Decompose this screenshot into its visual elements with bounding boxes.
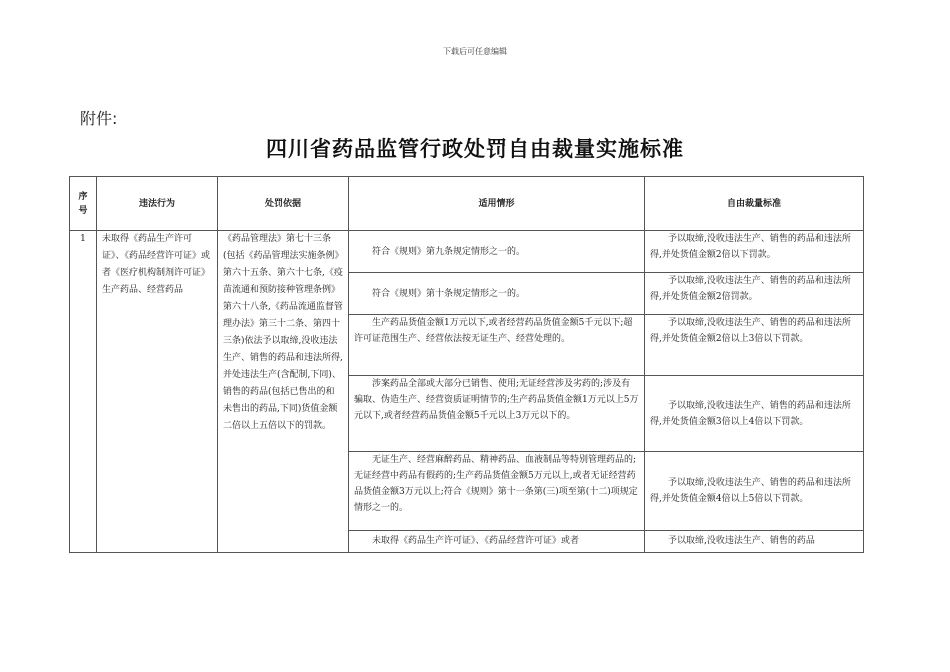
header-act: 违法行为 — [97, 177, 218, 231]
applicable-situation: 生产药品货值金额1万元以下,或者经营药品货值金额5千元以下;超许可证范围生产、经营依法按无证生产、经营处理的。 — [349, 315, 645, 376]
applicable-situation: 符合《规则》第九条规定情形之一的。 — [349, 231, 645, 273]
violation-act: 未取得《药品生产许可证》、《药品经营许可证》或者《医疗机构制剂许可证》生产药品、经营药品 — [97, 231, 218, 553]
applicable-situation: 未取得《药品生产许可证》、《药品经营许可证》或者 — [349, 531, 645, 553]
discretion-standard: 予以取缔,没收违法生产、销售的药品和违法所得,并处货值金额2倍以上3倍以下罚款。 — [645, 315, 864, 376]
discretion-standard: 予以取缔,没收违法生产、销售的药品和违法所得,并处货值金额4倍以上5倍以下罚款。 — [645, 452, 864, 531]
attachment-label: 附件: — [80, 109, 118, 128]
penalty-basis: 《药品管理法》第七十三条(包括《药品管理法实施条例》第六十五条、第六十七条,《疫苗流通和预防接种管理条例》第六十八条,《药品流通监督管理办法》第三十二条、第四十三条)依法予以取缔,没收违法生产、销售的药品和违法所得,并处违法生产(含配制,下同)、销售的药品(包括已售出的和未售出的药品,下同)货值金额二倍以上五倍以下的罚款。 — [218, 231, 349, 553]
applicable-situation: 涉案药品全部或大部分已销售、使用;无证经营涉及劣药的;涉及有骗取、伪造生产、经营资质证明情节的;生产药品货值金额1万元以上5万元以下,或者经营药品货值金额5千元以上3万元以下的。 — [349, 376, 645, 452]
discretion-standard: 予以取缔,没收违法生产、销售的药品 — [645, 531, 864, 553]
discretion-standard: 予以取缔,没收违法生产、销售的药品和违法所得,并处货值金额2倍罚款。 — [645, 273, 864, 315]
page-header-note: 下载后可任意编辑 — [443, 47, 507, 56]
discretion-standard-table — [69, 176, 864, 553]
discretion-standard: 予以取缔,没收违法生产、销售的药品和违法所得,并处货值金额3倍以上4倍以下罚款。 — [645, 376, 864, 452]
header-standard: 自由裁量标准 — [645, 177, 864, 231]
discretion-standard: 予以取缔,没收违法生产、销售的药品和违法所得,并处货值金额2倍以下罚款。 — [645, 231, 864, 273]
header-situation: 适用情形 — [349, 177, 645, 231]
table-row — [70, 231, 864, 273]
table-header-row — [70, 177, 864, 231]
applicable-situation: 无证生产、经营麻醉药品、精神药品、血液制品等特别管理药品的;无证经营中药品有假药的;生产药品货值金额5万元以上,或者无证经营药品货值金额3万元以上;符合《规则》第十一条第(三)项至第(十二)项规定情形之一的。 — [349, 452, 645, 531]
row-seq: 1 — [70, 231, 97, 553]
document-title: 四川省药品监管行政处罚自由裁量实施标准 — [266, 136, 684, 161]
applicable-situation: 符合《规则》第十条规定情形之一的。 — [349, 273, 645, 315]
header-basis: 处罚依据 — [218, 177, 349, 231]
header-seq: 序号 — [70, 177, 97, 231]
